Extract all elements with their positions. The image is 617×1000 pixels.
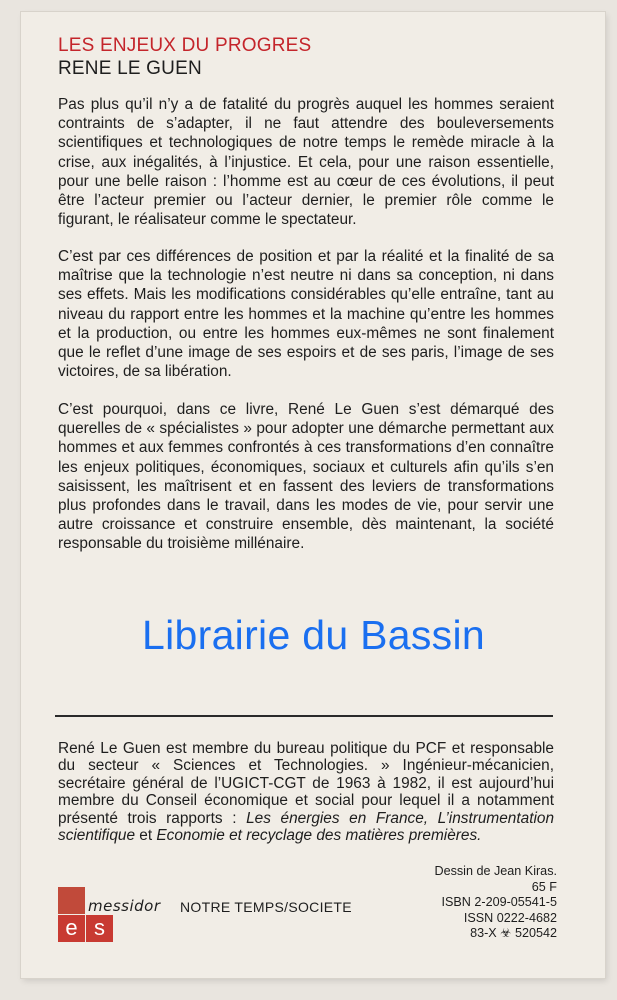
- catalog-code: 83-X ☣ 520542: [470, 926, 557, 940]
- book-author: RENE LE GUEN: [58, 58, 202, 79]
- logo-letter-s: s: [86, 915, 113, 942]
- author-bio-text: René Le Guen est membre du bureau politique du PCF et responsable du secteur « Sciences et Technologies. » Ingénieur-mécanicien, secrétaire général de l’UGICT-CGT de 1963 à 1982, il est aujourd’hui membre du Conseil économique et social pour lequel il a notamment présenté trois rapports :: [58, 740, 554, 827]
- price: 65 F: [531, 879, 557, 894]
- blurb-paragraph-1: Pas plus qu’il n’y a de fatalité du progrès auquel les hommes seraient contraints de s’adapter, il ne faut attendre des bouleversements scientifiques et technologiques de notre temps le remède miracle à la crise, aux inégalités, à l’injustice. Et cela, pour une raison essentielle, pour une belle raison : l’homme est au cœur de ces évolutions, il peut être l’acteur premier ou l’acteur dernier, le premier rôle comme le figurant, le réalisateur comme le spectateur.: [58, 96, 554, 229]
- issn: ISSN 0222-4682: [463, 910, 557, 925]
- isbn: ISBN 2-209-05541-5: [441, 895, 557, 909]
- book-title: LES ENJEUX DU PROGRES: [58, 35, 312, 56]
- author-bio: [58, 740, 554, 844]
- logo-square: [58, 887, 85, 914]
- illustrator-credit: Dessin de Jean Kiras.: [434, 864, 557, 878]
- report-joiner: et: [135, 827, 157, 845]
- bookseller-watermark: Librairie du Bassin: [142, 612, 485, 658]
- logo-letter-e: e: [58, 915, 85, 942]
- publisher-logo: [58, 887, 114, 943]
- report-titles-1: Les énergies en France, L’instrumentation scientifique: [58, 809, 555, 845]
- divider: [55, 715, 553, 717]
- collection-name: NOTRE TEMPS/SOCIETE: [180, 899, 352, 915]
- report-titles-2: Economie et recyclage des matières premières.: [156, 827, 482, 845]
- publisher-name: messidor: [88, 897, 161, 915]
- blurb-paragraph-2: C’est par ces différences de position et par la réalité et la finalité de sa maîtrise que la technologie n’est neutre ni dans sa conception, ni dans ses effets. Mais les modifications considérables qu’elle entraîne, tant au niveau du rapport entre les hommes et la machine qu’entre les hommes et la production, ou entre les hommes eux-mêmes ne sont finalement que le reflet d’une image de ses espoirs et de ses paris, l’image de ses victoires, de sa libération.: [58, 248, 554, 381]
- publication-info: [357, 864, 557, 942]
- blurb-paragraph-3: C’est pourquoi, dans ce livre, René Le Guen s’est démarqué des querelles de « spécialistes » pour adopter une démarche permettant aux hommes et aux femmes confrontés à ces transformations d’en connaître les enjeux politiques, économiques, sociaux et culturels afin qu’ils s’en saisissent, les maîtrisent et en fassent des leviers de transformations plus profondes dans le travail, dans les modes de vie, pour servir une autre croissance et construire ensemble, dès maintenant, la société responsable du troisième millénaire.: [58, 401, 554, 553]
